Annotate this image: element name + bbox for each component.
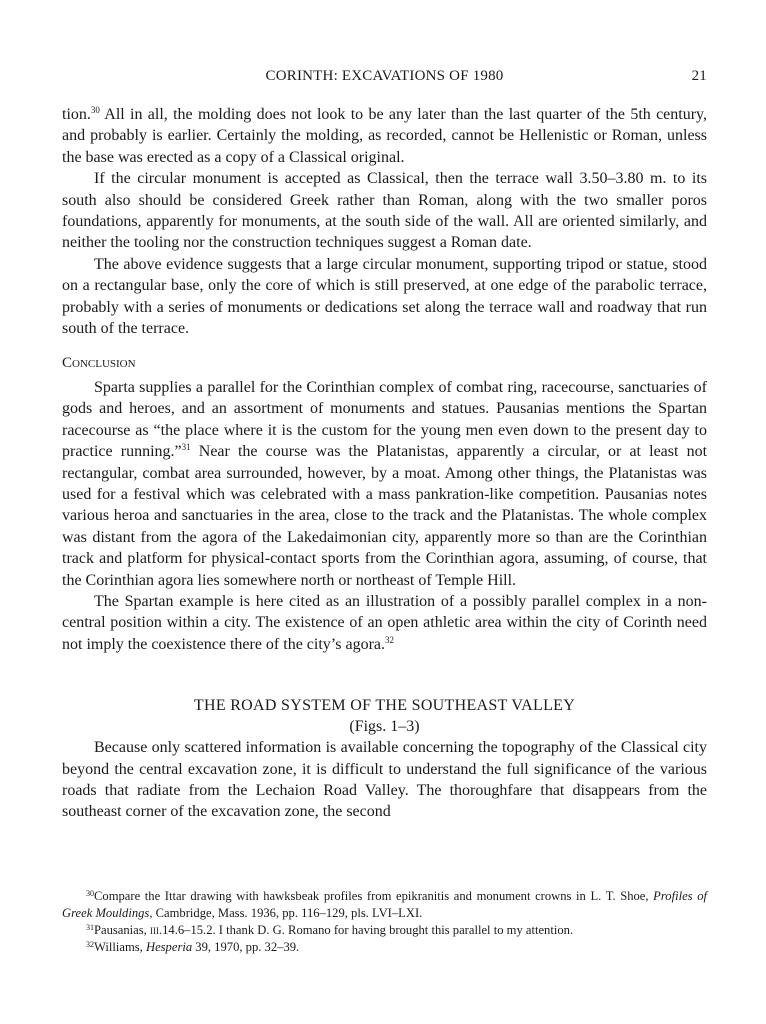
paragraph-text: Near the course was the Platanistas, apparently a circular, or at least not rectangular, combat area surrounded, however, by a moat. Among other things, the Platanistas was used for a festival which was celebrated with a mass pankration-like competition. Pausanias notes various heroa and sanctuaries in the area, close to the track and the Platanistas. The whole complex was distant from the agora of the Lakedaimonian city, apparently more so than are the Corinthian track and platform for physical-contact sports from the Corinthian agora, assuming, of course, that the Corinthian agora lies somewhere north or northeast of Temple Hill. [62,443,708,589]
footnote-text: 39, 1970, pp. 32–39. [192,940,300,954]
figure-reference: (Figs. 1–3) [349,718,420,736]
footnote-text: Pausanias, [94,923,150,937]
page-number: 21 [691,68,707,84]
footnote-italic: Hesperia [145,940,193,954]
footnote-32 [62,939,707,956]
paragraph [62,591,707,655]
footnote-number: 31 [86,923,94,932]
footnotes [62,888,707,956]
paragraph: Because only scattered information is available concerning the topography of the Classical city beyond the central excavation zone, it is difficult to understand the full significance of the various roads that radiate from the Lechaion Road Valley. The thoroughfare that disappears from the southeast corner of the excavation zone, the second [62,739,707,821]
conclusion-heading: Conclusion [62,355,136,372]
footnote-smallcaps: iii [149,923,159,937]
paragraph: The above evidence suggests that a large circular monument, supporting tripod or statue, stood on a rectangular base, only the core of which is still preserved, at one edge of the parabolic terrace, probably with a series of monuments or dedications set along the terrace wall and roadway that run south of the terrace. [62,255,707,338]
running-head-title: CORINTH: EXCAVATIONS OF 1980 [265,68,504,84]
paragraph-text: The Spartan example is here cited as an illustration of a possibly parallel complex in a non-central position within a city. The existence of an open athletic area within the city of Corinth need not imply the coexistence there of the city’s agora. [62,592,707,653]
paragraph-text: All in all, the molding does not look to be any later than the last quarter of the 5th century, and probably is earlier. Certainly the molding, as recorded, cannot be Hellenistic or Roman, unless the base was erected as a copy of a Classical original. [62,106,707,166]
paragraph [62,104,707,168]
paragraph: If the circular monument is accepted as Classical, then the terrace wall 3.50–3.80 m. to its south also should be considered Greek rather than Roman, along with the two smaller poros foundations, apparently for monuments, at the south side of the wall. All are oriented similarly, and neither the tooling nor the construction techniques suggest a Roman date. [62,170,707,252]
body-text [62,104,707,823]
footnote-text: Compare the Ittar drawing with hawksbeak profiles from epikranitis and monument crowns in L. T. Shoe, [94,889,654,903]
footnote-ref: 31 [181,442,191,453]
footnote-ref: 30 [90,105,100,115]
footnote-30 [62,888,707,922]
footnote-text: , Cambridge, Mass. 1936, pp. 116–129, pls. LVI–LXI. [149,906,423,920]
footnote-number: 32 [86,940,94,949]
footnote-italic: Profiles of Greek Mouldings [62,889,707,920]
footnote-text: .14.6–15.2. I thank D. G. Romano for having brought this parallel to my attention. [158,923,574,937]
paragraph-text: tion. [62,106,91,123]
footnote-text: Williams, [94,940,146,954]
footnote-31 [62,922,707,939]
section-heading: THE ROAD SYSTEM OF THE SOUTHEAST VALLEY [193,697,576,715]
paragraph-text: Sparta supplies a parallel for the Corinthian complex of combat ring, racecourse, sanctuaries of gods and heroes, and an assortment of monuments and statues. Pausanias mentions the Spartan racecourse as “the place where it is the custom for the young men even down to the present day to practice running.” [62,378,707,461]
paragraph [62,377,707,591]
footnote-number: 30 [86,889,94,898]
footnote-ref: 32 [385,634,394,645]
